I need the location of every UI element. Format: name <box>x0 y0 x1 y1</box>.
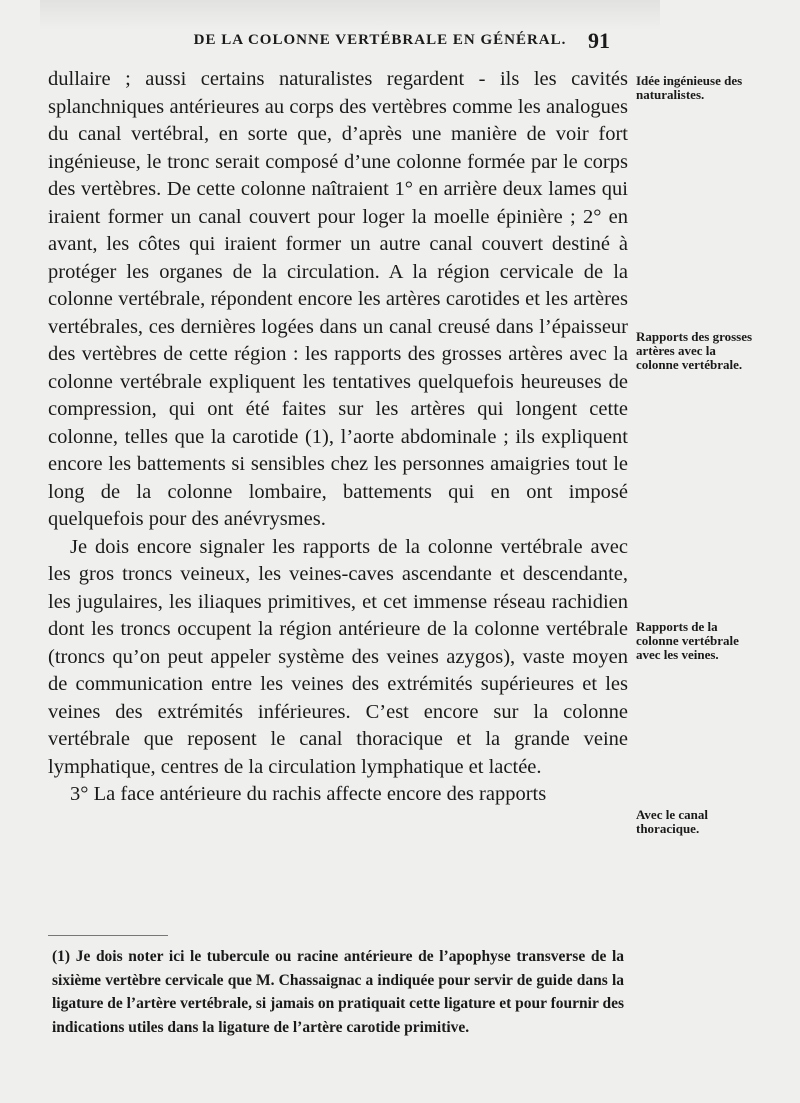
page-number: 91 <box>588 28 610 53</box>
margin-note-arteries: Rapports des grosses artères avec la colonne vertébrale. <box>636 329 753 372</box>
margin-note-naturalists: Idée ingénieuse des naturalistes. <box>636 73 743 102</box>
main-text <box>48 66 628 809</box>
margin-note-thoracic-canal: Avec le canal thoracique. <box>636 807 708 836</box>
paragraph-1: dullaire ; aussi certains naturalistes regardent - ils les cavités splanchniques antérieures au corps des vertèbres comme les analogues du canal vertébral, en sorte que, d’après une manière de voir fort ingénieuse, le tronc serait composé d’une colonne formée par le corps des vertèbres. De cette colonne naîtraient 1° en arrière deux lames qui iraient former un canal couvert pour loger la moelle épinière ; 2° en avant, les côtes qui iraient former un autre canal couvert destiné à protéger les organes de la circulation. A la région cervicale de la colonne vertébrale, répondent encore les artères carotides et les artères vertébrales, ces dernières logées dans un canal creusé dans l’épaisseur des vertèbres de cette région : les rapports des grosses artères avec la colonne vertébrale expliquent les tentatives quelquefois heureuses de compression, qui ont été faites sur les artères qui longent cette colonne, telles que la carotide (1), l’aorte abdominale ; ils expliquent encore les battements si sensibles chez les personnes amaigries tout le long de la colonne lombaire, battements qui en ont imposé quelquefois pour des anévrysmes. <box>48 68 628 530</box>
footnote-separator <box>48 935 168 936</box>
margin-note-veins: Rapports de la colonne vertébrale avec les veines. <box>636 619 739 662</box>
paragraph-2: Je dois encore signaler les rapports de la colonne vertébrale avec les gros troncs veineux, les veines-caves ascendante et descendante, les jugulaires, les iliaques primitives, et cet immense réseau rachidien dont les troncs occupent la région antérieure de la colonne vertébrale (troncs qu’on peut appeler système des veines azygos), vaste moyen de communication entre les veines des extrémités supérieures et les veines des extrémités inférieures. C’est encore sur la colonne vertébrale que reposent le canal thoracique et la grande veine lymphatique, centres de la circulation lymphatique et lactée. <box>48 535 628 778</box>
paragraph-3: 3° La face antérieure du rachis affecte encore des rapports <box>70 783 547 805</box>
running-title: DE LA COLONNE VERTÉBRALE EN GÉNÉRAL. <box>193 32 567 48</box>
footnote: (1) Je dois noter ici le tubercule ou racine antérieure de l’apophyse transverse de la sixième vertèbre cervicale que M. Chassaignac a indiquée pour servir de guide dans la ligature de l’artère vertébrale, si jamais on pratiquait cette ligature et pour fournir des indications utiles dans la ligature de l’artère carotide primitive. <box>52 948 624 1036</box>
bleed-through-shadow <box>40 0 660 30</box>
